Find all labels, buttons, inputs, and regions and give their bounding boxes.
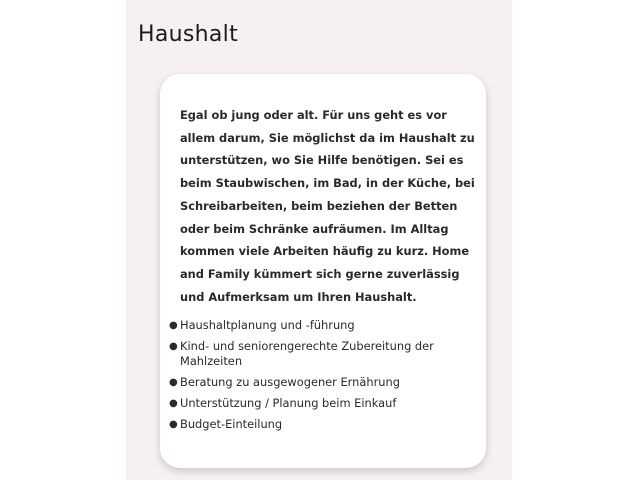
- service-card: [160, 74, 486, 468]
- service-item-label: Beratung zu ausgewogener Ernährung: [180, 375, 400, 389]
- list-item: [169, 375, 480, 390]
- service-item-label: Haushaltplanung und -führung: [180, 318, 355, 332]
- bullet-icon: ●: [169, 341, 178, 352]
- list-item: [169, 318, 480, 333]
- list-item: [169, 339, 480, 369]
- list-item: [169, 396, 480, 411]
- bullet-icon: ●: [169, 398, 178, 409]
- service-item-label: Kind- und seniorengerechte Zubereitung der Mahlzeiten: [180, 339, 434, 368]
- page-title: Haushalt: [138, 22, 238, 47]
- service-item-label: Unterstützung / Planung beim Einkauf: [180, 396, 397, 410]
- intro-paragraph: Egal ob jung oder alt. Für uns geht es vor allem darum, Sie möglichst da im Haushalt zu unterstützen, wo Sie Hilfe benötigen. Sei es beim Staubwischen, im Bad, in der Küche, bei Schreibarbeiten, beim beziehen der Betten oder beim Schränke aufräumen. Im Alltag kommen viele Arbeiten häufig zu kurz. Home and Family kümmert sich gerne zuverlässig und Aufmerksam um Ihren Haushalt.: [180, 108, 475, 304]
- bullet-icon: ●: [169, 320, 178, 331]
- bullet-icon: ●: [169, 419, 178, 430]
- list-item: [169, 417, 480, 432]
- bullet-icon: ●: [169, 377, 178, 388]
- service-item-label: Budget-Einteilung: [180, 417, 283, 431]
- service-list: [169, 318, 480, 438]
